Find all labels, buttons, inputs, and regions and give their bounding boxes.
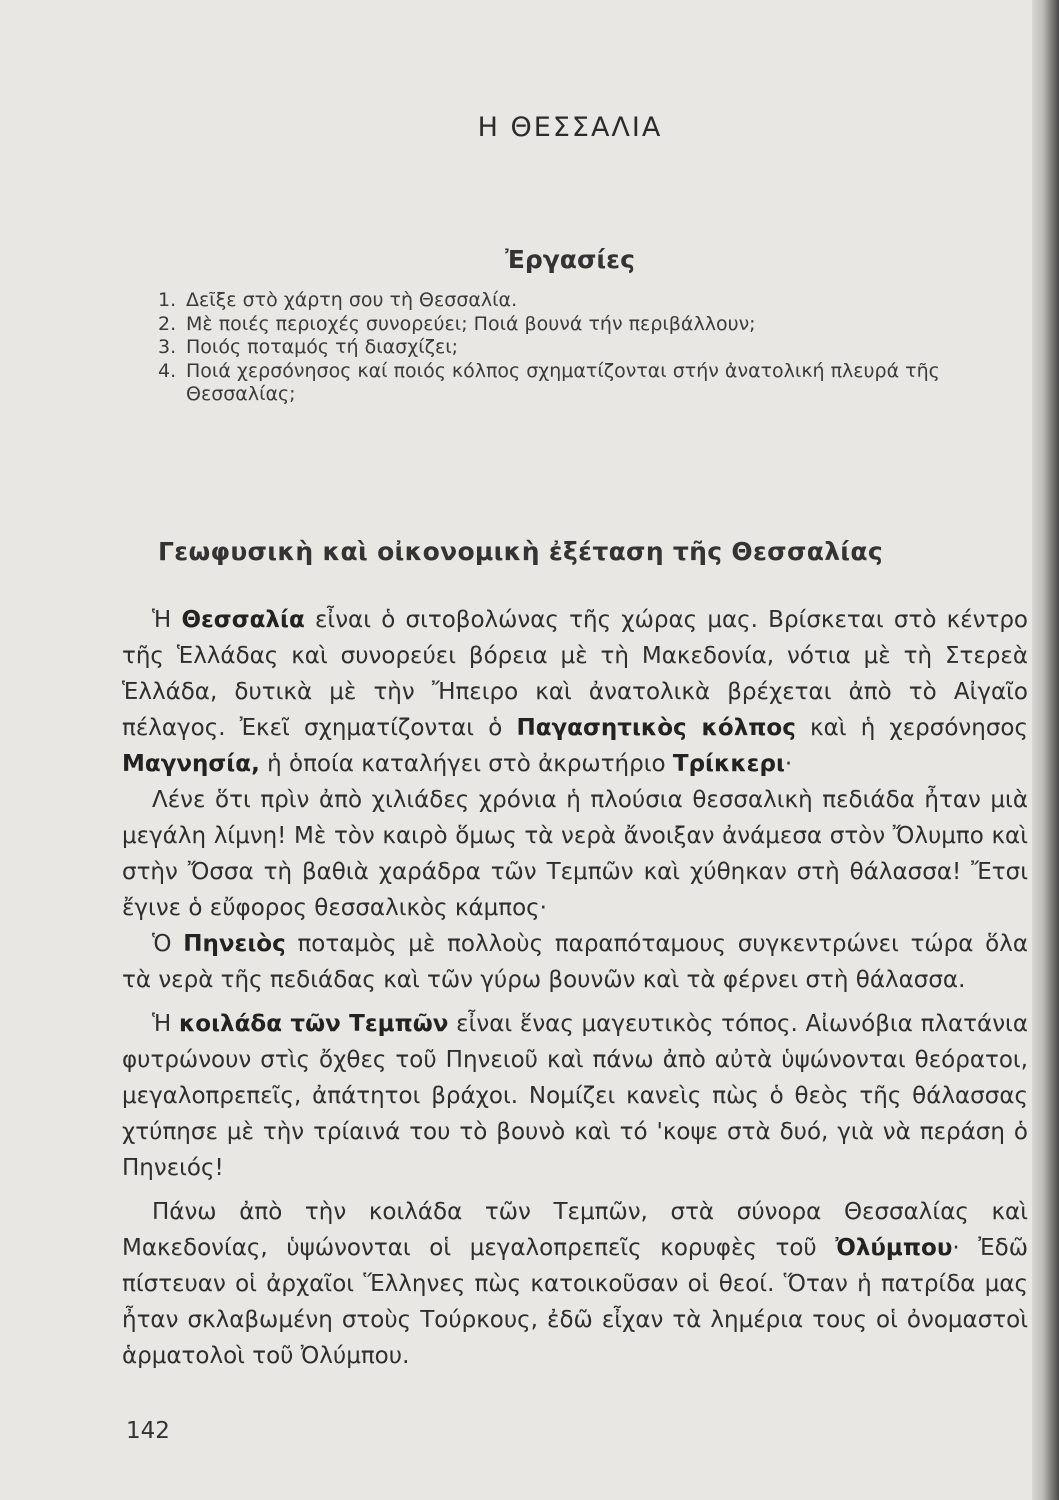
text-run: Ἡ bbox=[152, 607, 182, 633]
tasks-heading: Ἐργασίες bbox=[505, 245, 635, 274]
term-trikeri: Τρίκκερι bbox=[672, 751, 785, 777]
body-text bbox=[122, 602, 1028, 1374]
term-magnesia: Μαγνησία, bbox=[122, 751, 260, 777]
text-run: ποταμὸς μὲ πολλοὺς παραπόταμους συγκεντρώνει τώρα ὅλα τὰ νερὰ τῆς πεδιάδας καὶ τῶν γύρω βουνῶν καὶ τὰ φέρνει στὴ θάλασσα. bbox=[122, 931, 1028, 993]
term-pagasetic-gulf: Παγασητικὸς κόλπος bbox=[516, 715, 796, 741]
text-run: ἡ ὁποία καταλήγει στὸ ἀκρωτήριο bbox=[259, 751, 673, 777]
tasks-list bbox=[158, 289, 988, 407]
page-number: 142 bbox=[126, 1418, 170, 1444]
paragraph-lake: Λένε ὅτι πρὶν ἀπὸ χιλιάδες χρόνια ἡ πλούσια θεσσαλικὴ πεδιάδα ἦταν μιὰ μεγάλη λίμνη! Μὲ τὸν καιρὸ ὅμως τὰ νερὰ ἄνοιξαν ἀνάμεσα στὸν Ὄλυμπο καὶ στὴν Ὄσσα τὴ βαθιὰ χαράδρα τῶν Τεμπῶν καὶ χύθηκαν στὴ θάλασσα! Ἔτσι ἔγινε ὁ εὔφορος θεσσαλικὸς κάμπος· bbox=[122, 787, 1028, 921]
task-text: Ποιά χερσόνησος καί ποιός κόλπος σχηματίζονται στήν ἀνατολική πλευρά τῆς Θεσσαλίας; bbox=[186, 359, 940, 405]
section-heading: Γεωφυσικὴ καὶ οἰκονομικὴ ἐξέταση τῆς Θεσσαλίας bbox=[158, 537, 883, 566]
task-text: Μὲ ποιές περιοχές συνορεύει; Ποιά βουνά τήν περιβάλλουν; bbox=[186, 312, 756, 335]
text-run: · bbox=[784, 751, 793, 777]
task-text: Δεῖξε στὸ χάρτη σου τὴ Θεσσαλία. bbox=[186, 289, 518, 311]
paragraph-thessaly bbox=[122, 602, 1028, 782]
task-number: 1. bbox=[158, 289, 177, 311]
term-pineios: Πηνειὸς bbox=[183, 931, 286, 957]
task-number: 2. bbox=[158, 312, 177, 335]
text-run: Πάνω ἀπὸ τὴν κοιλάδα τῶν Τεμπῶν, στὰ σύνορα Θεσσαλίας καὶ Μακεδονίας, ὑψώνονται οἱ μεγαλοπρεπεῖς κορυφὲς τοῦ bbox=[122, 1199, 1028, 1261]
paragraph-tempi bbox=[122, 1006, 1028, 1186]
text-run: Ἡ bbox=[152, 1011, 179, 1037]
text-run: εἶναι ὁ σιτοβολώνας τῆς χώρας μας. Βρίσκεται στὸ κέντρο τῆς Ἑλλάδας καὶ συνορεύει βόρεια μὲ τὴ Μακεδονία, νότια μὲ τὴ Στερεὰ Ἑλλάδα, δυτικὰ μὲ τὴν Ἤπειρο καὶ ἀνατολικὰ βρέχεται ἀπὸ τὸ Αἰγαῖο πέλαγος. Ἐκεῖ σχηματίζονται ὁ bbox=[122, 607, 1028, 741]
paragraph-olympus bbox=[122, 1194, 1028, 1374]
task-number: 3. bbox=[158, 336, 177, 358]
text-run: · Ἐδῶ πίστευαν οἱ ἀρχαῖοι Ἕλληνες πὼς κατοικοῦσαν οἱ θεοί. Ὅταν ἡ πατρίδα μας ἦταν σκλαβωμένη στοὺς Τούρκους, ἐδῶ εἶχαν τὰ λημέρια τους οἱ ὀνομαστοὶ ἁρματολοὶ τοῦ Ὀλύμπου. bbox=[122, 1235, 1028, 1369]
term-thessaly: Θεσσαλία bbox=[181, 607, 305, 633]
page-edge-shadow bbox=[1032, 0, 1059, 1500]
task-text: Ποιός ποταμός τή διασχίζει; bbox=[186, 336, 459, 358]
task-item bbox=[158, 360, 988, 407]
term-tempi-valley: κοιλάδα τῶν Τεμπῶν bbox=[178, 1011, 449, 1037]
paragraph-pineios bbox=[122, 926, 1028, 998]
task-number: 4. bbox=[158, 359, 177, 382]
text-run: Ὁ bbox=[152, 931, 184, 957]
task-item bbox=[158, 313, 988, 337]
term-olympus: Ὀλύμπου bbox=[835, 1235, 953, 1261]
text-run: καὶ ἡ χερσόνησος bbox=[795, 715, 1028, 741]
task-item bbox=[158, 289, 988, 313]
task-item bbox=[158, 336, 988, 360]
text-run: εἶναι ἕνας μαγευτικὸς τόπος. Αἰωνόβια πλατάνια φυτρώνουν στὶς ὄχθες τοῦ Πηνειοῦ καὶ πάνω ἀπὸ αὐτὰ ὑψώνονται θεόρατοι, μεγαλοπρεπεῖς, ἀπάτητοι βράχοι. Νομίζει κανεὶς πὼς ὁ θεὸς τῆς θάλασσας χτύπησε μὲ τὴν τρίαινά του τὸ βουνὸ καὶ τό 'κοψε στὰ δυό, γιὰ νὰ περάση ὁ Πηνειός! bbox=[122, 1011, 1028, 1181]
chapter-title: Η ΘΕΣΣΑΛΙΑ bbox=[477, 112, 663, 143]
